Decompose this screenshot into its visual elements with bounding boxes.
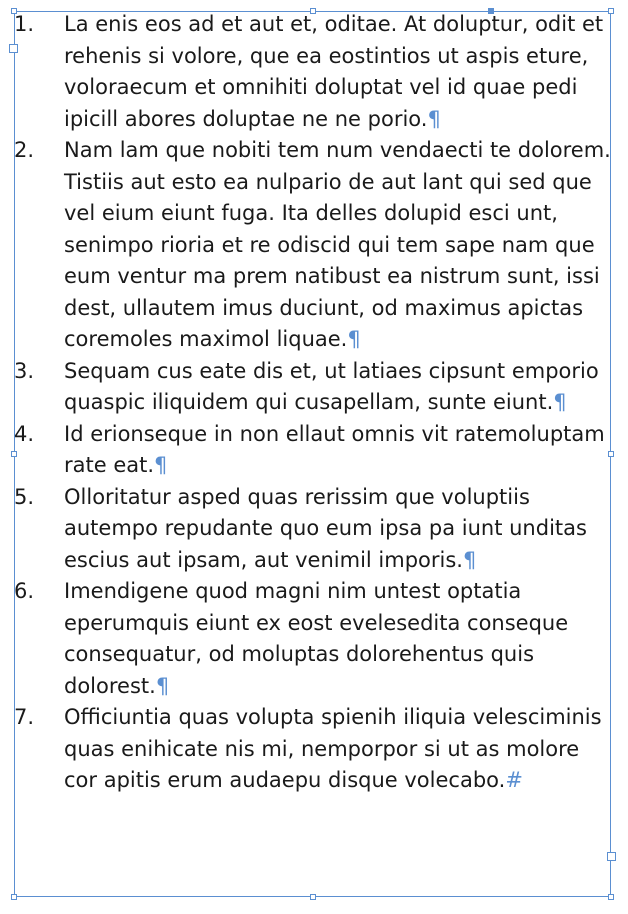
list-item[interactable] (14, 9, 614, 135)
list-item[interactable] (14, 702, 614, 797)
list-item[interactable] (14, 482, 614, 577)
list-number: 7. (14, 705, 35, 729)
list-item-text: Imendigene quod magni nim untest optatia eperumquis eiunt ex eost evelesedita conseque consequatur, od moluptas dolorehentus quis dolorest. (64, 579, 569, 698)
list-item[interactable] (14, 576, 614, 702)
list-item[interactable] (14, 135, 614, 356)
list-number: 3. (14, 358, 35, 383)
list-item[interactable] (14, 419, 614, 482)
list-item-text: Officiuntia quas volupta spienih iliquia velesciminis quas enihicate nis mi, nemporpor si ut as molore cor apitis erum audaepu disque volecabo. (64, 705, 602, 792)
list-item-text: Id erionseque in non ellaut omnis vit ratemoluptam rate eat. (64, 421, 605, 477)
list-number: 2. (14, 138, 35, 162)
paragraph-mark: ¶ (154, 453, 168, 477)
paragraph-mark: ¶ (347, 327, 361, 351)
handle-bottom-right[interactable] (608, 894, 614, 900)
list-number: 1. (14, 12, 35, 36)
numbered-list (14, 9, 614, 797)
end-of-story-mark: # (505, 768, 523, 792)
list-item-text: Sequam cus eate dis et, ut latiaes cipsunt emporio quaspic iliquidem qui cusapellam, sunte eiunt. (64, 358, 599, 414)
handle-bottom-left[interactable] (11, 894, 17, 900)
list-item-text: Olloritatur asped quas rerissim que voluptiis autempo repudante quo eum ipsa pa iunt unditas escius aut ipsam, aut venimil imporis. (64, 484, 587, 572)
list-item[interactable] (14, 356, 614, 419)
list-number: 5. (14, 484, 35, 509)
list-item-text: La enis eos ad et aut et, oditae. At doluptur, odit et rehenis si volore, que ea eostintios ut aspis eture, voloraecum et omnihiti doluptat vel id quae pedi ipicill abores doluptae ne ne porio. (64, 12, 604, 131)
list-item-text: Nam lam que nobiti tem num vendaecti te dolorem. Tistiis aut esto ea nulpario de aut lant qui sed que vel eium eiunt fuga. Ita delles dolupid esci unt, senimpo rioria et re odiscid qui tem sape nam que eum ventur ma prem natibust ea nistrum sunt, issi dest, ullautem imus duciunt, od maximus apictas coremoles maximol liquae. (64, 138, 611, 351)
out-port[interactable] (607, 852, 616, 861)
numbered-text-flow[interactable] (14, 9, 614, 797)
paragraph-mark: ¶ (427, 106, 441, 131)
paragraph-mark: ¶ (155, 673, 170, 698)
paragraph-mark: ¶ (553, 390, 567, 414)
paragraph-mark: ¶ (462, 547, 477, 572)
list-number: 6. (14, 579, 35, 603)
handle-bottom-middle[interactable] (310, 894, 316, 900)
list-number: 4. (14, 421, 35, 446)
